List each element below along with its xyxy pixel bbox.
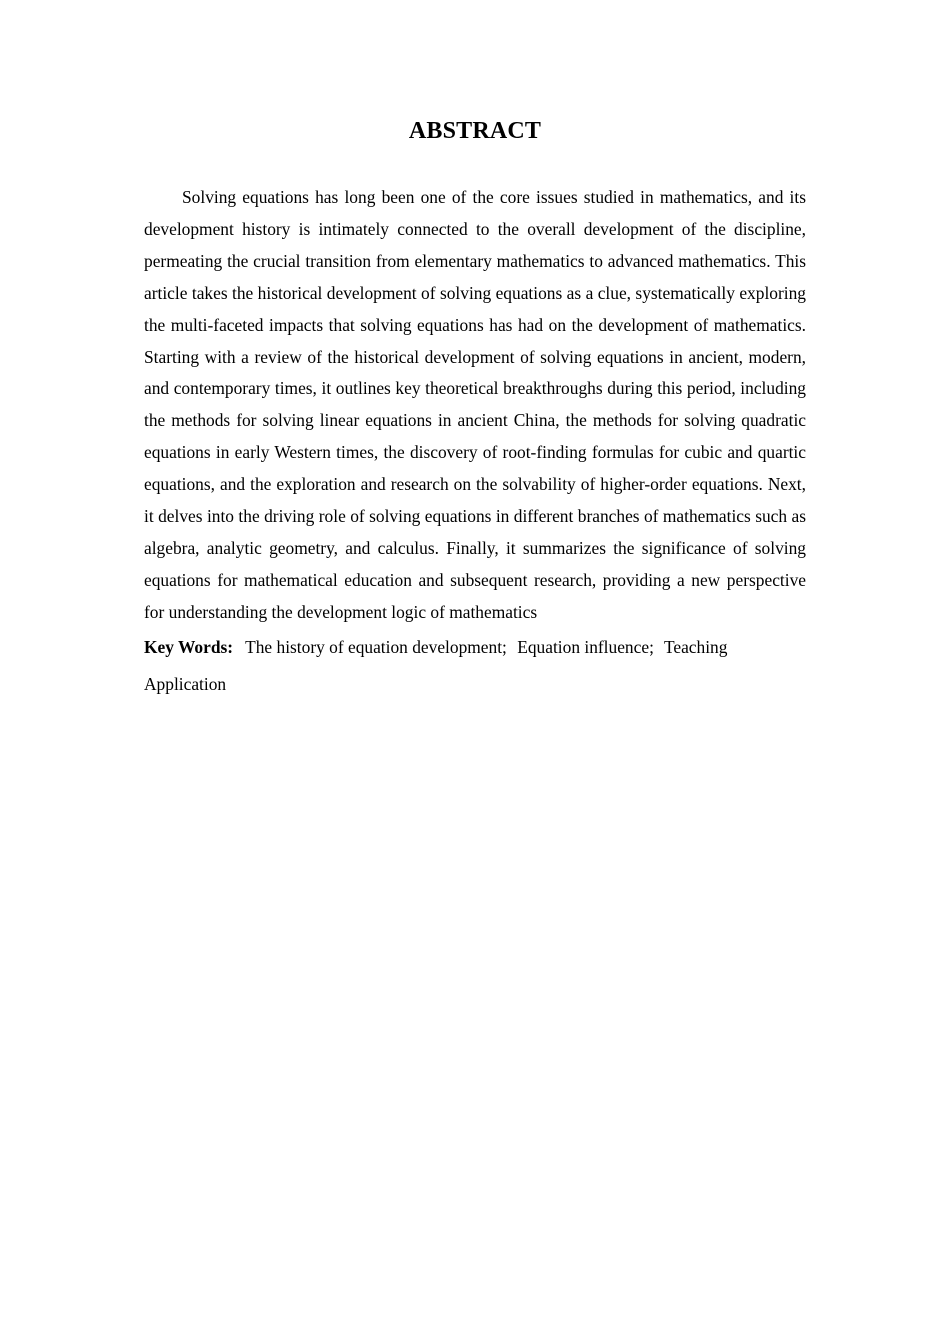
- keyword-item: Teaching Application: [144, 636, 728, 694]
- keyword-item: Equation influence;: [517, 636, 654, 657]
- abstract-section: [144, 110, 806, 703]
- keyword-item: The history of equation development;: [245, 636, 507, 657]
- keywords-line: [144, 629, 806, 703]
- page-title: ABSTRACT: [408, 118, 542, 144]
- abstract-paragraph: Solving equations has long been one of the core issues studied in mathematics, and its development history is intimately connected to the overall development of the discipline, permeating the crucial transition from elementary mathematics to advanced mathematics. This article takes the historical development of solving equations as a clue, systematically exploring the multi-faceted impacts that solving equations has had on the development of mathematics. Starting with a review of the historical development of solving equations in ancient, modern, and contemporary times, it outlines key theoretical breakthroughs during this period, including the methods for solving linear equations in ancient China, the methods for solving quadratic equations in early Western times, the discovery of root-finding formulas for cubic and quartic equations, and the exploration and research on the solvability of higher-order equations. Next, it delves into the driving role of solving equations in different branches of mathematics such as algebra, analytic geometry, and calculus. Finally, it summarizes the significance of solving equations for mathematical education and subsequent research, providing a new perspective for understanding the development logic of mathematics: [144, 187, 806, 622]
- keywords-label: Key Words:: [144, 636, 234, 657]
